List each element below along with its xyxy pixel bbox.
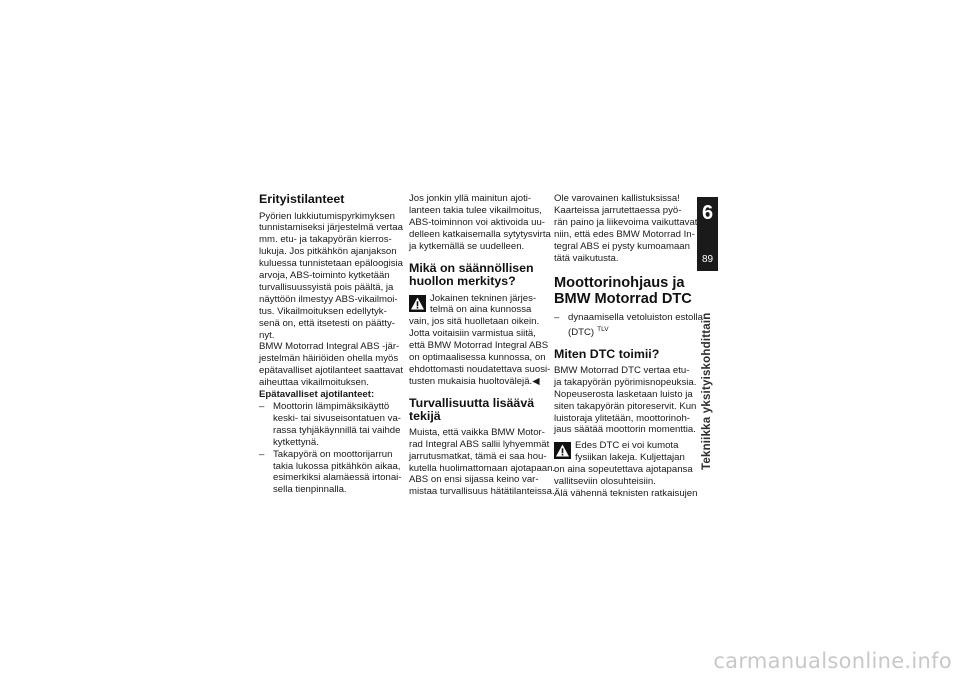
text-fragment: (DTC) <box>568 327 595 339</box>
text-line: lukuja. Jos pitkähkön ajanjakson <box>259 246 397 258</box>
text-line: ja kytkemällä se uudelleen. <box>409 240 525 252</box>
text-line: mistaa turvallisuus hätätilanteissa. <box>409 486 555 498</box>
text-line: jestelmän häiriöiden ohella myös <box>259 353 399 365</box>
heading-line: huollon merkitys? <box>409 274 516 289</box>
text-line: lanteen takia tulee vikailmoitus, <box>409 204 542 216</box>
heading-maintenance <box>409 262 552 289</box>
text-line: luistoraja ylitetään, moottorinoh- <box>554 412 690 424</box>
tlv-superscript: TLV <box>597 326 609 334</box>
text-line: fysiikan lakeja. Kuljettajan <box>575 452 685 464</box>
heading-line: tekijä <box>409 409 441 424</box>
text-line: rassa tyhjäkäynnillä tai vaihde <box>273 424 401 436</box>
text-line: Ole varovainen kallistuksissa! <box>554 193 680 204</box>
text-line: kuluessa tunnistetaan epäloogisia <box>259 258 404 270</box>
paragraph <box>259 211 402 342</box>
column-1 <box>259 193 402 496</box>
text-line: jaus säätää moottorin momenttia. <box>554 424 696 436</box>
dash-bullet: – <box>259 401 265 412</box>
text-line: Muista, että vaikka BMW Motor- <box>409 426 545 438</box>
text-line: ABS on ensi sijassa keino var- <box>409 474 539 486</box>
heading-line: Mikä on säännöllisen <box>409 260 534 275</box>
text-line: Jokainen tekninen järjes- <box>430 292 537 304</box>
warning-block <box>554 440 697 464</box>
text-line: tus. Vikailmoituksen edellytyk- <box>259 305 387 317</box>
text-line: sella tienpinnalla. <box>273 484 347 496</box>
text-line: vain, jos sitä huolletaan oikein. <box>409 316 540 328</box>
text-line: aiheuttaa vikailmoituksen. <box>259 377 369 389</box>
text-line: Moottorin lämpimäksikäyttö <box>273 401 390 412</box>
text-line: rad Integral ABS sallii lyhyemmät <box>409 438 550 450</box>
text-line: tusten mukaisia huoltovälejä.◀ <box>409 375 540 387</box>
text-line: tegral ABS ei pysty kumoamaan <box>554 240 690 252</box>
list-item <box>259 401 402 449</box>
text-line: Jos jonkin yllä mainitun ajoti- <box>409 193 532 204</box>
heading-safety-factor <box>409 397 552 424</box>
text-line: dynaamisella vetoluiston estolla <box>568 312 703 324</box>
text-line: niin, että edes BMW Motorrad In- <box>554 228 695 240</box>
text-line: ehdottomasti noudatettava suosi- <box>409 363 551 375</box>
heading-line: Turvallisuutta lisäävä <box>409 395 535 410</box>
text-line: Jotta voitaisiin varmistua siitä, <box>409 328 536 340</box>
text-line: rän paino ja liikevoima vaikuttavat <box>554 216 698 228</box>
heading-erityistilanteet: Erityistilanteet <box>259 192 345 206</box>
warning-triangle-icon <box>554 442 571 459</box>
text-line: esimerkiksi alamäessä irtonai- <box>273 472 402 484</box>
heading-line: BMW Motorrad DTC <box>554 291 692 308</box>
text-line: että BMW Motorrad Integral ABS <box>409 340 549 352</box>
paragraph <box>554 365 697 436</box>
text-line: tätä vaikutusta. <box>554 252 619 264</box>
text-line: ja takapyörän pyörimisnopeuksia. <box>554 376 697 388</box>
text-line: turvallisuussyistä pois päältä, ja <box>259 281 394 293</box>
text-line: näyttöön ilmestyy ABS-vikailmoi- <box>259 293 398 305</box>
page-number: 89 <box>701 254 714 265</box>
text-line: delleen katkaisemalla sytytysvirta <box>409 228 551 240</box>
watermark: carmanualsonline.info <box>713 649 952 673</box>
chapter-tab <box>697 197 718 271</box>
text-line: on optimaalisessa kunnossa, on <box>409 352 546 364</box>
heading-how-dtc-works: Miten DTC toimii? <box>554 347 660 362</box>
text-line: Takapyörä on moottorijarrun <box>273 448 393 460</box>
text-line: telmä on aina kunnossa <box>430 304 532 316</box>
paragraph <box>409 193 552 253</box>
text-line: on aina sopeutettava ajotapansa <box>554 464 693 476</box>
paragraph <box>554 464 697 500</box>
text-line: siten takapyörän pitoreservit. Kun <box>554 400 697 412</box>
text-line: Älä vähennä teknisten ratkaisujen <box>554 488 698 499</box>
text-line: kytkettynä. <box>273 436 319 448</box>
text-line: jarrutusmatkat, tämä ei saa hou- <box>409 450 547 462</box>
text-line: keski- tai sivuseisontatuen va- <box>273 412 401 424</box>
column-2 <box>409 193 556 498</box>
text-line: BMW Motorrad Integral ABS -jär- <box>259 341 400 353</box>
text-line: epätavalliset ajotilanteet saattavat <box>259 365 403 377</box>
paragraph <box>409 316 552 387</box>
chapter-title-vertical: Tekniikka yksityiskohdittain <box>701 312 713 470</box>
text-line: Pyörien lukkiutumispyrkimyksen <box>259 210 395 222</box>
warning-triangle-icon <box>409 295 426 312</box>
text-line: Nopeuserosta lasketaan luisto ja <box>554 388 693 400</box>
list-item <box>554 312 703 339</box>
subheading-unusual-situations: Epätavalliset ajotilanteet: <box>259 389 375 401</box>
text-line: kutella huolimattomaan ajotapaan. <box>409 462 556 474</box>
text-line: mm. etu- ja takapyörän kierros- <box>259 234 392 246</box>
dash-bullet: – <box>259 448 265 460</box>
text-line: senä on, että itsetesti on päätty- <box>259 317 395 329</box>
text-line: arvoja, ABS-toiminto kytketään <box>259 270 390 282</box>
text-line: tunnistamiseksi järjestelmä vertaa <box>259 222 403 234</box>
text-line: nyt. <box>259 329 275 341</box>
heading-engine-control-dtc <box>554 275 697 307</box>
chapter-number: 6 <box>701 202 714 224</box>
text-line: ABS-toiminnon voi aktivoida uu- <box>409 216 545 228</box>
text-line: Kaarteissa jarrutettaessa pyö- <box>554 204 682 216</box>
paragraph <box>409 426 556 498</box>
text-line: Edes DTC ei voi kumota <box>575 440 679 452</box>
paragraph <box>259 341 402 389</box>
paragraph <box>554 193 697 264</box>
text-line <box>568 324 697 339</box>
list-item <box>259 449 402 497</box>
column-3 <box>554 193 703 500</box>
warning-block <box>409 293 552 317</box>
dash-bullet: – <box>554 312 560 324</box>
text-line: takia lukossa pitkähkön aikaa, <box>273 460 401 472</box>
text-line: BMW Motorrad DTC vertaa etu- <box>554 364 690 376</box>
heading-line: Moottorinohjaus ja <box>554 275 685 292</box>
text-line: vallitseviin olosuhteisiin. <box>554 476 656 488</box>
